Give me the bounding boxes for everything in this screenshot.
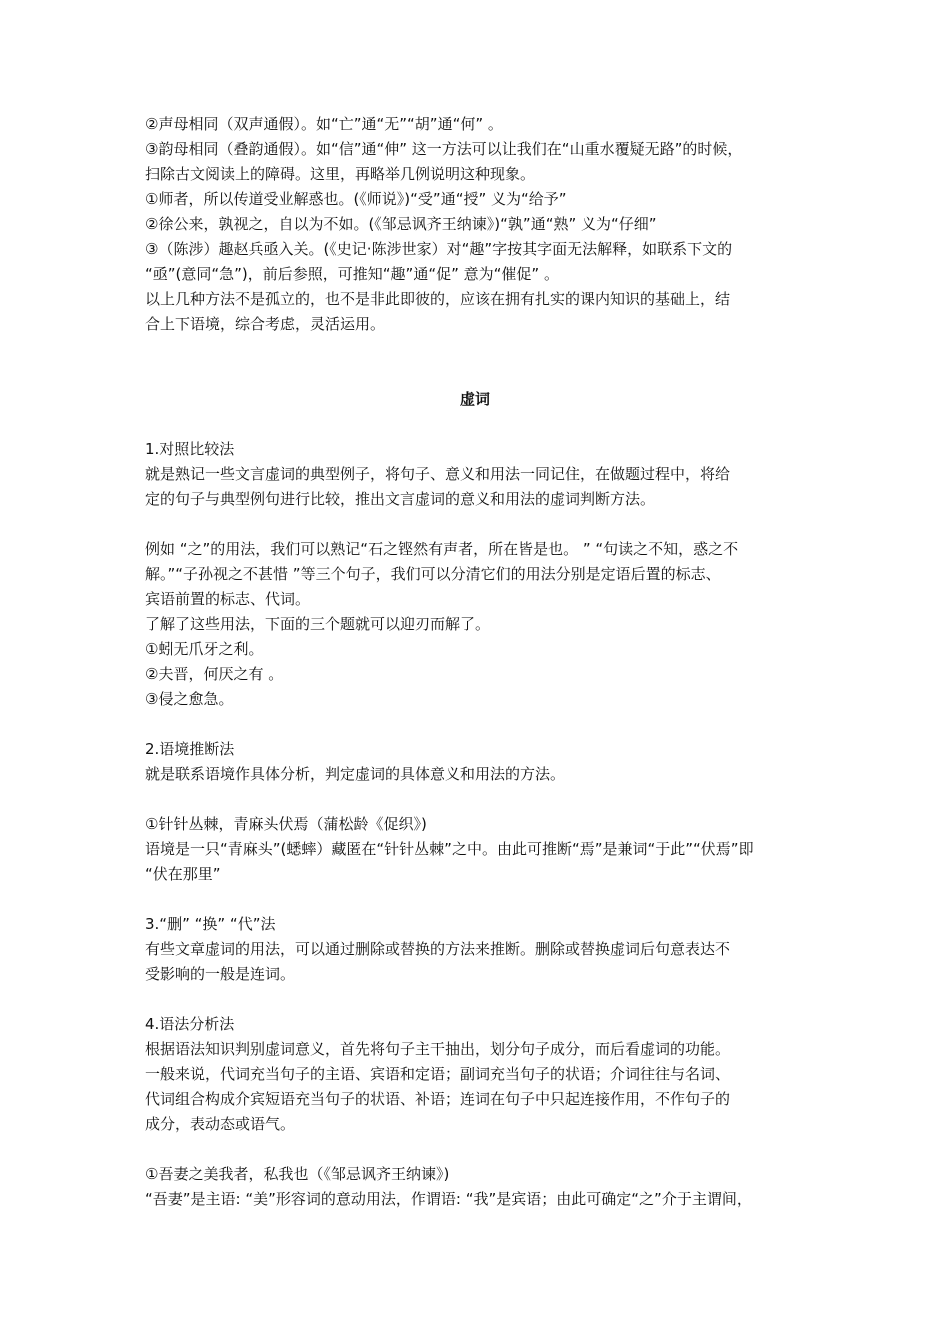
method-heading: 3.“删” “换” “代”法 [145,915,276,933]
text-line: 扫除古文阅读上的障碍。这里，再略举几例说明这种现象。 [145,165,536,183]
text-line: 成分，表动态或语气。 [145,1115,296,1133]
text-line: 代词组合构成介宾短语充当句子的状语、补语；连词在句子中只起连接作用，不作句子的 [145,1090,731,1108]
method-heading: 1.对照比较法 [145,440,235,458]
text-line: “亟”(意同“急”)，前后参照，可推知“趣”通“促” 意为“催促” 。 [145,265,559,283]
text-line: ②声母相同（双声通假）。如“亡”通“无”“胡”通“何” 。 [145,115,503,133]
method-heading: 4.语法分析法 [145,1015,235,1033]
example-item: ①针针丛棘，青麻头伏焉（蒲松龄《促织》) [145,815,427,833]
text-line: 宾语前置的标志、代词。 [145,590,311,608]
text-line: 一般来说，代词充当句子的主语、宾语和定语；副词充当句子的状语；介词往往与名词、 [145,1065,731,1083]
text-line: 就是熟记一些文言虚词的典型例子，将句子、意义和用法一同记住，在做题过程中，将给 [145,465,731,483]
text-line: 就是联系语境作具体分析，判定虚词的具体意义和用法的方法。 [145,765,566,783]
top-section [145,112,805,337]
text-line: 根据语法知识判别虚词意义，首先将句子主干抽出，划分句子成分，而后看虚词的功能。 [145,1040,731,1058]
example-item: ①蚓无爪牙之利。 [145,640,264,658]
text-line: ③韵母相同（叠韵通假）。如“信”通“伸” 这一方法可以让我们在“山重水覆疑无路”的时候， [145,140,743,158]
text-line: 例如 “之”的用法，我们可以熟记“石之铿然有声者，所在皆是也。 ” “句读之不知，惑之不 [145,540,739,558]
method-4 [145,1012,805,1212]
text-line: ③（陈涉）趣赵兵亟入关。(《史记·陈涉世家）对“趣”字按其字面无法解释，如联系下文的 [145,240,733,258]
text-line: “吾妻”是主语: “美”形容词的意动用法，作谓语: “我”是宾语；由此可确定“之”介于主谓间， [145,1190,752,1208]
text-line: 解。”“子孙视之不甚惜 ”等三个句子，我们可以分清它们的用法分别是定语后置的标志、 [145,565,721,583]
text-line: ①师者，所以传道受业解惑也。(《师说》)“受”通“授” 义为“给予” [145,190,567,208]
text-line: 定的句子与典型例句进行比较，推出文言虚词的意义和用法的虚词判断方法。 [145,490,656,508]
document-page [145,112,805,1212]
text-line: 以上几种方法不是孤立的，也不是非此即彼的，应该在拥有扎实的课内知识的基础上，结 [145,290,731,308]
method-heading: 2.语境推断法 [145,740,235,758]
example-item: ②夫晋，何厌之有 。 [145,665,284,683]
section-title: 虚词 [459,390,490,408]
method-2 [145,737,805,887]
method-3 [145,912,805,987]
text-line: 受影响的一般是连词。 [145,965,296,983]
text-line: 语境是一只“青麻头”(蟋蟀）藏匿在“针针丛棘”之中。由此可推断“焉”是兼词“于此”“伏焉”即 [145,840,754,858]
text-line: “伏在那里” [145,865,221,883]
text-line: 合上下语境，综合考虑，灵活运用。 [145,315,386,333]
example-item: ①吾妻之美我者，私我也（《邹忌讽齐王纳谏》) [145,1165,450,1183]
text-line: ②徐公来，孰视之，自以为不如。(《邹忌讽齐王纳谏》)“孰”通“熟” 义为“仔细” [145,215,657,233]
text-line: 了解了这些用法，下面的三个题就可以迎刃而解了。 [145,615,491,633]
method-1 [145,437,805,712]
example-item: ③侵之愈急。 [145,690,234,708]
text-line: 有些文章虚词的用法，可以通过删除或替换的方法来推断。删除或替换虚词后句意表达不 [145,940,731,958]
